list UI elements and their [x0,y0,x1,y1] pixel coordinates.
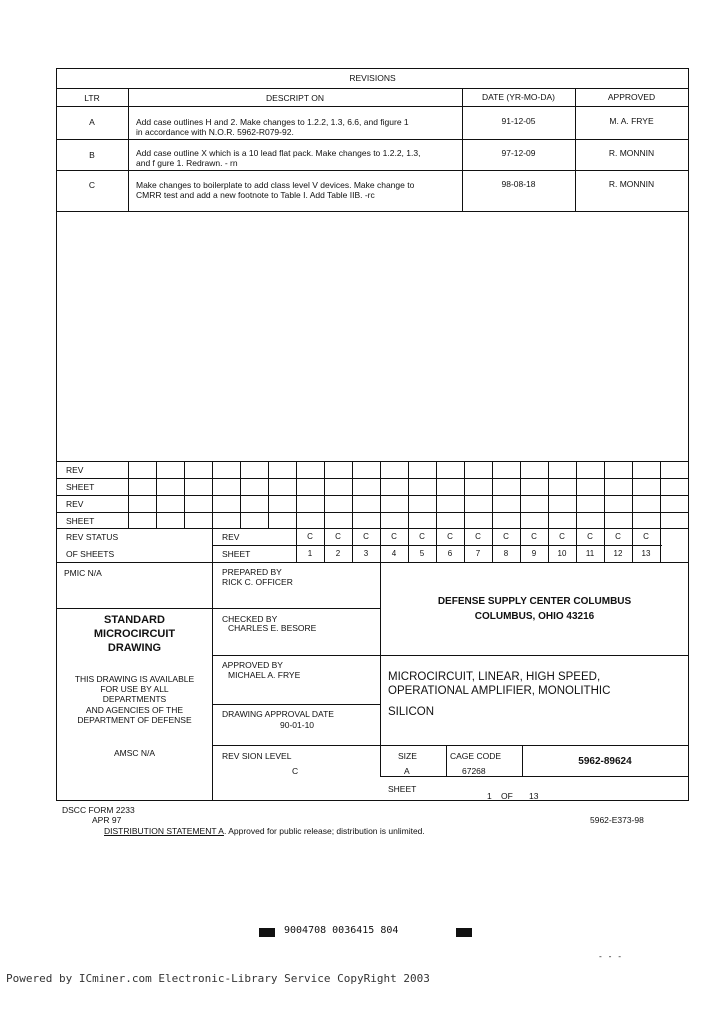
standard-title: MICROCIRCUIT [93,628,176,640]
amsc-label: AMSC N/A [113,748,156,758]
approval-date-label: DRAWING APPROVAL DATE [222,709,334,719]
sheet-number-cell: 13 [641,549,651,558]
rev-status-cell: C [643,532,649,541]
header-ltr: LTR [84,93,100,103]
standard-title: DRAWING [107,642,162,654]
grid-line [492,461,493,529]
checked-label: CHECKED BY [222,614,278,624]
cage-code-label: CAGE CODE [450,751,502,761]
sheet-number-cell: 2 [335,549,341,558]
grid-line [576,461,577,529]
sheet-number: 1 [487,791,492,801]
grid-line [380,461,381,529]
rev-ltr: C [88,180,96,190]
distribution-label: DISTRIBUTION STATEMENT A [104,826,224,836]
rev-status-cell: C [335,532,341,541]
rev-status-cell: C [615,532,621,541]
barcode-text: 9004708 0036415 804 [284,925,399,936]
size-label: SIZE [398,751,417,761]
grid-line [324,461,325,529]
rev-status-cell: C [475,532,481,541]
grid-line [352,461,353,529]
grid-line [184,461,185,529]
drawing-number: 5962-89624 [578,756,632,767]
availability-text: DEPARTMENTS [102,694,167,704]
grid-line [436,461,437,529]
grid-line [240,461,241,529]
rev-status-cell: C [391,532,397,541]
trailing-dashes: - - - [598,952,623,961]
sheet-total: 13 [529,791,539,801]
barcode-block-right [456,928,472,937]
form-number: DSCC FORM 2233 [62,805,135,815]
drawing-title: SILICON [388,706,435,718]
grid-line [660,461,661,529]
agency-name: DEFENSE SUPPLY CENTER COLUMBUS [437,596,632,607]
size-value: A [404,766,410,776]
sheet-number-cell: 9 [531,549,537,558]
sheet-number-cell: 12 [613,549,623,558]
sheet-number-cell: 4 [391,549,397,558]
rev-status-cell: C [447,532,453,541]
grid-line [296,461,297,529]
rev-status-cell: C [587,532,593,541]
rev-status-cell: C [307,532,313,541]
sheet-label: SHEET [388,784,417,794]
sheet-row-label: SHEET [66,482,95,492]
grid-line [156,461,157,529]
rev-ltr: B [89,150,95,160]
rev-row-label: REV [66,465,84,475]
grid-line [268,461,269,529]
of-sheets-label: OF SHEETS [66,549,115,559]
checked-name: CHARLES E. BESORE [228,623,317,633]
grid-line [408,461,409,529]
grid-line [128,461,129,529]
sheet-number-cell: 10 [557,549,567,558]
rev-desc-line1: Make changes to boilerplate to add class level V devices. Make change to [136,180,415,190]
approval-date: 90-01-10 [280,720,315,730]
drawing-title: MICROCIRCUIT, LINEAR, HIGH SPEED, [388,671,601,683]
approved-name: MICHAEL A. FRYE [228,670,301,680]
revision-level-label: REV SION LEVEL [222,751,292,761]
distribution-statement [104,826,425,836]
sheet-header: SHEET [222,549,251,559]
rev-status-cell: C [559,532,565,541]
rev-status-cell: C [503,532,509,541]
header-description: DESCRIPT ON [266,93,324,103]
approved-label: APPROVED BY [222,660,283,670]
sheet-of: OF [501,791,513,801]
revisions-title: REVISIONS [349,73,396,83]
rev-row-label: REV [66,499,84,509]
rev-status-cell: C [363,532,369,541]
rev-status-cell: C [531,532,537,541]
sheet-number-cell: 5 [419,549,425,558]
cage-code: 67268 [462,766,486,776]
sheet-number-cell: 7 [475,549,481,558]
sheet-row-label: SHEET [66,516,95,526]
rev-desc-line1: Add case outlines H and 2. Make changes to 1.2.2, 1.3, 6.6, and figure 1 [136,117,409,127]
barcode-block-left [259,928,275,937]
pmic-label: PMIC N/A [64,568,102,578]
rev-ltr: A [89,117,95,127]
grid-line [660,528,661,562]
rev-desc-line1: Add case outline X which is a 10 lead flat pack. Make changes to 1.2.2, 1.3, [136,148,421,158]
standard-title: STANDARD [104,614,165,626]
rev-date: 98-08-18 [501,179,536,189]
rev-date: 91-12-05 [501,116,536,126]
sheet-number-cell: 1 [307,549,313,558]
sheet-number-cell: 3 [363,549,369,558]
rev-status-label: REV STATUS [66,532,119,542]
sheet-number-cell: 6 [447,549,453,558]
rev-approved: R. MONNIN [608,148,655,158]
availability-text: THIS DRAWING IS AVAILABLE [74,674,195,684]
rev-date: 97-12-09 [501,148,536,158]
rev-desc-line2: in accordance with N.O.R. 5962-R079-92. [136,127,294,137]
form-date: APR 97 [92,815,122,825]
drawing-title: OPERATIONAL AMPLIFIER, MONOLITHIC [388,685,611,697]
rev-approved: R. MONNIN [608,179,655,189]
availability-text: DEPARTMENT OF DEFENSE [77,715,192,725]
agency-address: COLUMBUS, OHIO 43216 [474,611,595,622]
header-date: DATE (YR-MO-DA) [481,92,556,102]
grid-line [520,461,521,529]
sheet-number-cell: 8 [503,549,509,558]
header-approved: APPROVED [607,92,656,102]
powered-by-text: Powered by ICminer.com Electronic-Library Service CopyRight 2003 [6,972,430,985]
grid-line [548,461,549,529]
grid-line [604,461,605,529]
availability-text: AND AGENCIES OF THE [85,705,184,715]
grid-line [464,461,465,529]
rev-status-cell: C [419,532,425,541]
rev-approved: M. A. FRYE [609,116,654,126]
prepared-name: RICK C. OFFICER [222,577,293,587]
grid-line [212,461,213,529]
document-code: 5962-E373-98 [590,815,644,825]
revision-level: C [292,766,299,776]
prepared-label: PREPARED BY [222,567,282,577]
grid-line [632,461,633,529]
rev-desc-line2: and f gure 1. Redrawn. - rn [136,158,238,168]
availability-text: FOR USE BY ALL [100,684,169,694]
grid-line [212,528,213,562]
sheet-number-cell: 11 [585,549,595,558]
rev-desc-line2: CMRR test and add a new footnote to Table I. Add Table IIB. -rc [136,190,375,200]
distribution-text: . Approved for public release; distribution is unlimited. [223,826,425,836]
rev-header: REV [222,532,240,542]
